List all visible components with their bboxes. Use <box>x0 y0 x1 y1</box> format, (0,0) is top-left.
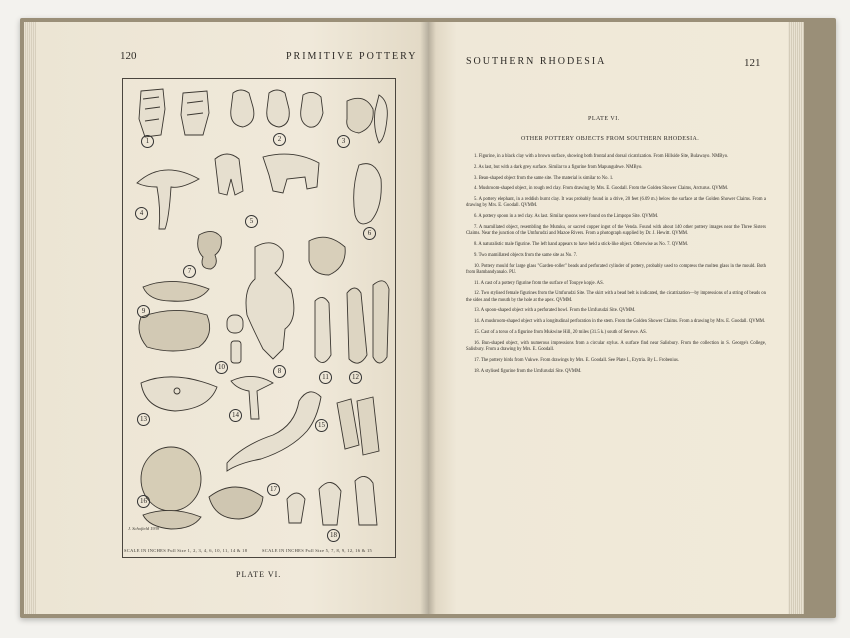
entry-17: 17. The pottery birds from Vukwe. From drawings by Mrs. E. Goodall. See Plate I., Erytria. By L. Frobenius. <box>474 357 679 363</box>
figure-label-2: 2 <box>273 133 286 146</box>
figure-label-5: 5 <box>245 215 258 228</box>
figure-label-9: 9 <box>137 305 150 318</box>
entry-7: 7. A mamillated object, resembling the Mutuku, or sacred copper ingot of the Venda. Found with about 140 other pottery images near the Three Sisters Claims. Near the junction of the Umfurudzi and Mazoe Rivers. From a photograph supplied by Dr. J. Hewitt. QVMM. <box>466 224 766 237</box>
entry-12: 12. Two stylised female figurines from the Umfurudzi Site. The skirt with a bead belt is indicated, the cicatrization—by impressions of a string of beads on the sides and the mouth by the hole at the apex. QVMM. <box>466 291 766 303</box>
entry-11: 11. A cast of a pottery figurine from the surface of Toupye kopje. AS. <box>474 280 604 286</box>
figure-label-3: 3 <box>337 135 350 148</box>
artist-signature: J. Schofield 1939 <box>128 526 160 531</box>
figure-label-8: 8 <box>273 365 286 378</box>
entry-5: 5. A pottery elephant, in a reddish burnt clay. It was probably found in a drive, 20 feet (6.09 m.) below the surface at the Golden Shower Claims. From a drawing by Mrs. E. Goodall. QVMM. <box>466 197 766 209</box>
figure-label-17: 17 <box>267 483 280 496</box>
entry-15: 15. Cast of a torso of a figurine from Mukwine Hill, 20 miles (31.5 k.) south of Serowe. AS. <box>474 329 647 335</box>
entry-2: 2. As last, but with a dark grey surface. Similar to a figurine from Mapungubwe. NMByo. <box>474 164 643 170</box>
right-page-number: 121 <box>744 57 761 69</box>
right-running-head: SOUTHERN RHODESIA <box>466 56 607 67</box>
entry-6: 6. A pottery spoon in a red clay. As last. Similar spoons were found on the Limpopo Site. QVMM. <box>474 214 659 220</box>
left-running-head: PRIMITIVE POTTERY <box>286 51 418 62</box>
figure-label-12: 12 <box>349 371 362 384</box>
plate-caption: PLATE VI. <box>236 570 282 579</box>
figure-label-11: 11 <box>319 371 332 384</box>
entry-1: 1. Figurine, in a black clay with a brown surface, showing both frontal and dorsal cicatrization. From Hillside Site, Bulawayo. NMByo. <box>474 154 729 159</box>
figure-label-10: 10 <box>215 361 228 374</box>
scale-bar-left: SCALE IN INCHES Full Size 1, 2, 3, 4, 6, 10, 11, 14 & 18 <box>124 548 248 553</box>
entry-4: 4. Mushroom-shaped object, in rough red clay. From drawing by Mrs. E. Goodall. From the Golden Shower Claims, Arcturus. QVMM. <box>474 186 729 192</box>
figure-label-1: 1 <box>141 135 154 148</box>
figure-label-15: 15 <box>315 419 328 432</box>
page-edges-right <box>788 22 804 614</box>
plate-entries <box>466 154 766 379</box>
entry-8: 8. A naturalistic male figurine. The left hand appears to have held a stick-like object. Otherwise as No. 7. QVMM. <box>474 241 689 247</box>
entry-9: 9. Two mamillated objects from the same site as No. 7. <box>474 252 578 258</box>
entry-16: 16. Bun-shaped object, with numerous impressions from a circular stylus. A surface find near Salisbury. From the collection in S. George's College, Salisbury. From a drawing by Mrs. E. Goodall. <box>466 340 766 352</box>
entry-13: 13. A spoon-shaped object with a perforated bowl. From the Umfurudzi Site. QVMM. <box>474 308 636 314</box>
figure-label-6: 6 <box>363 227 376 240</box>
figure-label-18: 18 <box>327 529 340 542</box>
entry-3: 3. Bean-shaped object from the same site. The material is similar to No. 1. <box>474 175 614 181</box>
entry-14: 14. A mushroom-shaped object with a longitudinal perforation in the stem. From the Golden Shower Claims. From a drawing by Mrs. E. Goodall. QVMM. <box>474 319 766 325</box>
book-gutter <box>420 22 436 614</box>
entry-10: 10. Pottery mould for large glass "Garden-roller" beads and perforated cylinder of pottery, probably used to compress the molten glass in the mould. Both from Bambandyanalo. PU. <box>466 263 766 275</box>
figure-label-13: 13 <box>137 413 150 426</box>
plate-title: PLATE VI. <box>588 116 620 122</box>
plate-subtitle: OTHER POTTERY OBJECTS FROM SOUTHERN RHODESIA. <box>521 136 700 142</box>
figure-label-14: 14 <box>229 409 242 422</box>
pottery-objects-drawing <box>123 79 395 557</box>
figure-label-16: 16 <box>137 495 150 508</box>
entry-18: 18. A stylised figurine from the Umfurudzi Site. QVMM. <box>474 368 582 374</box>
plate-illustration <box>122 78 396 558</box>
figure-label-7: 7 <box>183 265 196 278</box>
left-page-number: 120 <box>120 50 137 62</box>
scale-bar-right: SCALE IN INCHES Full Size 5, 7, 8, 9, 12, 16 & 15 <box>262 548 373 553</box>
figure-label-4: 4 <box>135 207 148 220</box>
